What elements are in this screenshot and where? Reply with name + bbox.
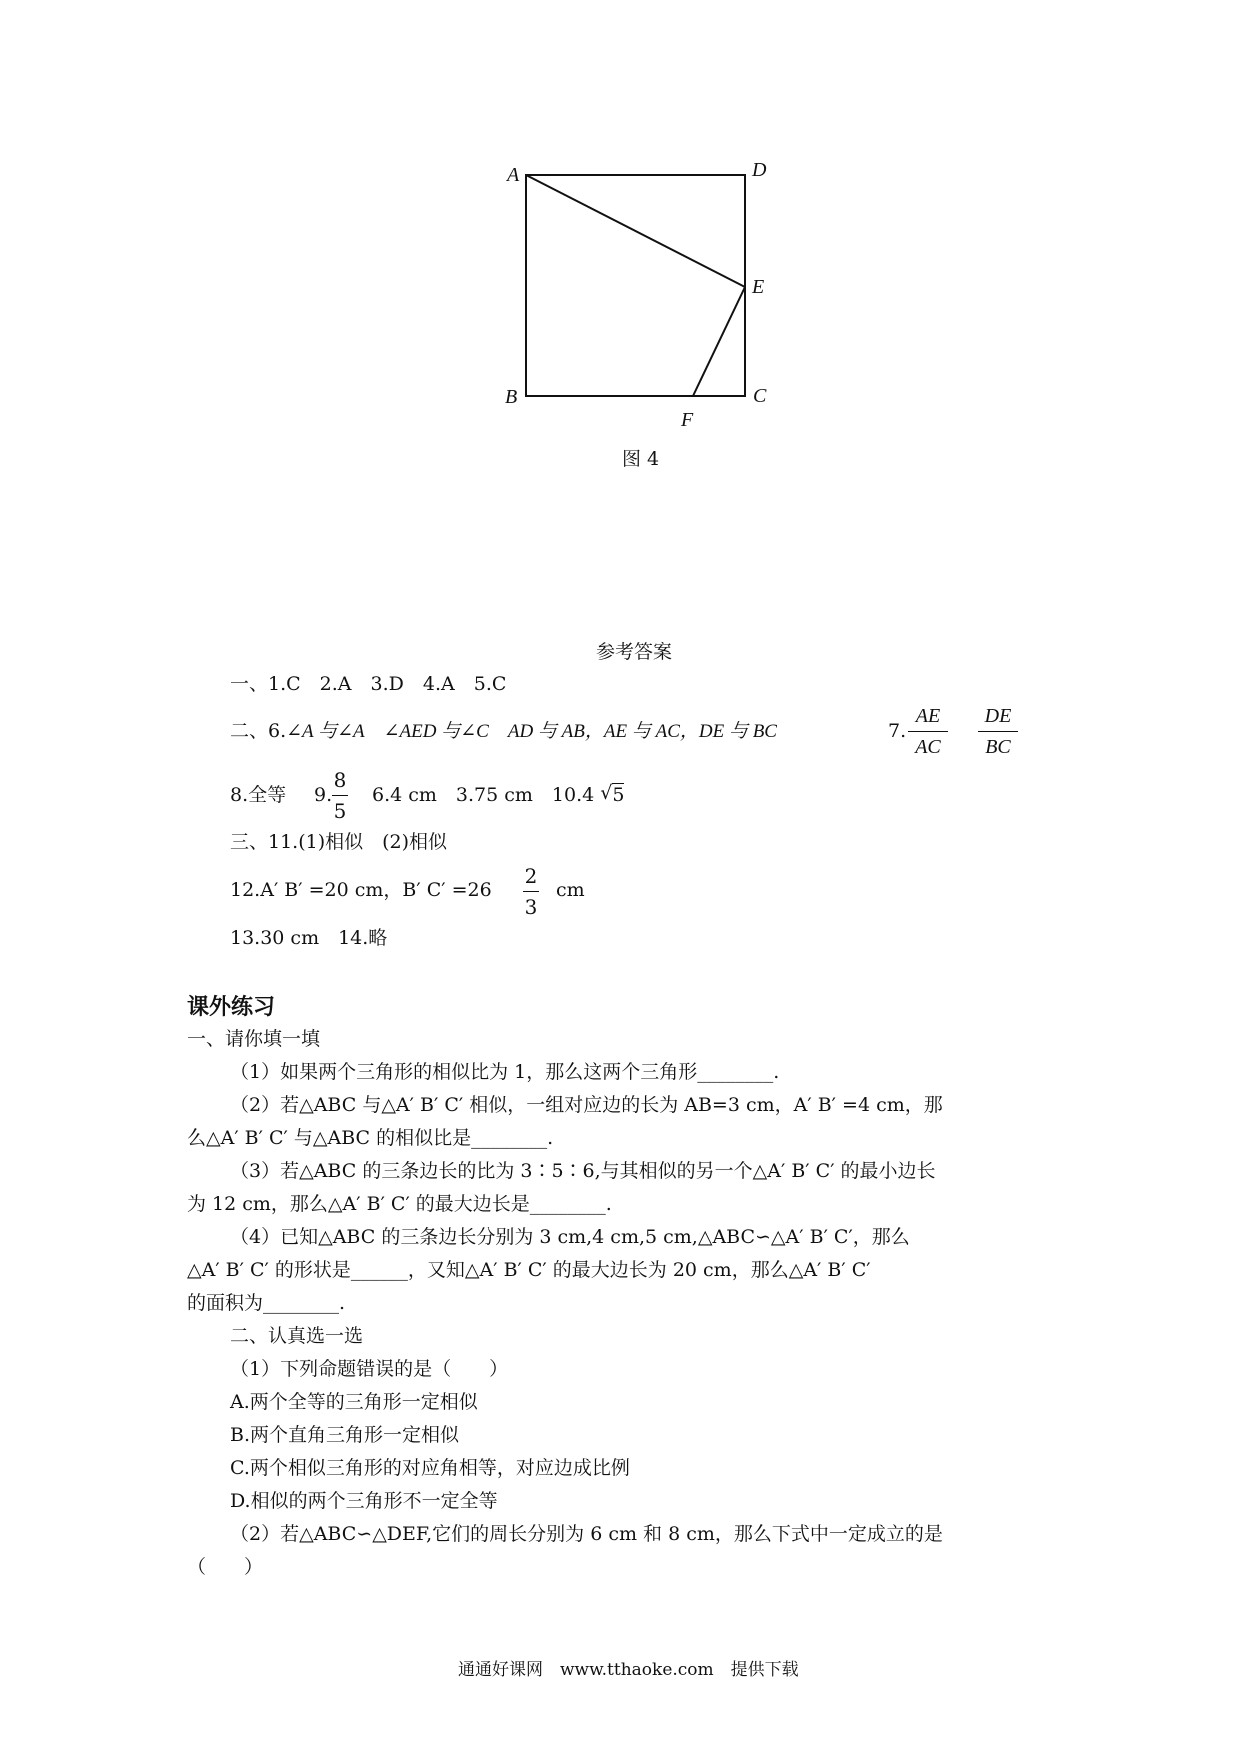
option-a: A.两个全等的三角形一定相似: [230, 1391, 478, 1413]
part-2-question-2-line-2: （ ）: [187, 1556, 264, 1578]
q7-label: 7.: [888, 720, 907, 742]
part-1-question-4-line-1: （4）已知△ABC 的三条边长分别为 3 cm,4 cm,5 cm,△ABC∽△A′ B′ C′，那么: [230, 1226, 910, 1248]
q6-answer-1: ∠A 与∠A: [286, 721, 365, 742]
q9-q10-answers: [372, 783, 624, 807]
q7-frac1-numerator: AE: [915, 705, 941, 727]
part-2-question-2-line-1: （2）若△ABC∽△DEF,它们的周长分别为 6 cm 和 8 cm，那么下式中一定成立的是: [230, 1523, 943, 1545]
part-1-question-4-line-2: △A′ B′ C′ 的形状是______，又知△A′ B′ C′ 的最大边长为 20 cm，那么△A′ B′ C′: [187, 1259, 871, 1281]
q13-q14-answers: 13.30 cm 14.略: [230, 927, 388, 949]
part-1-question-1: （1）如果两个三角形的相似比为 1，那么这两个三角形________.: [230, 1061, 780, 1083]
q7-frac1-denominator: AC: [915, 736, 941, 759]
answers-section-3: 三、11.(1)相似 (2)相似: [230, 831, 448, 853]
q7-frac2-numerator: DE: [984, 705, 1012, 727]
page-footer: 通通好课网 www.tthaoke.com 提供下载: [458, 1660, 799, 1680]
part-1-question-2-line-1: （2）若△ABC 与△A′ B′ C′ 相似，一组对应边的长为 AB=3 cm，A′ B′ =4 cm，那: [230, 1094, 943, 1116]
q12-answer: 12.A′ B′ =20 cm，B′ C′ =26: [230, 879, 492, 901]
point-label-d: D: [752, 159, 767, 181]
q6-answer-2: ∠AED 与∠C: [383, 721, 489, 742]
part-1-question-4-line-3: 的面积为________.: [187, 1292, 346, 1314]
q7-fraction-de-bc: [978, 704, 1018, 759]
q9-frac-numerator: 8: [333, 768, 347, 792]
part-1-title: 一、请你填一填: [187, 1028, 321, 1050]
part-2-question-1: （1）下列命题错误的是（ ）: [230, 1358, 509, 1380]
segment-ae: [526, 175, 745, 287]
q12-frac-denominator: 3: [524, 895, 538, 920]
q12-unit: cm: [556, 879, 585, 901]
point-label-e: E: [752, 276, 765, 298]
sqrt-symbol: √: [600, 782, 613, 804]
q9-fraction: [332, 768, 348, 823]
q7-fraction-ae-ac: [908, 704, 948, 759]
part-2-title: 二、认真选一选: [230, 1325, 364, 1347]
q9-frac-denominator: 5: [333, 799, 347, 824]
part-1-question-3-line-1: （3）若△ABC 的三条边长的比为 3∶5∶6,与其相似的另一个△A′ B′ C′ 的最小边长: [230, 1160, 936, 1182]
point-label-c: C: [753, 385, 767, 407]
part-1-question-2-line-2: 么△A′ B′ C′ 与△ABC 的相似比是________.: [187, 1127, 554, 1149]
point-label-f: F: [681, 409, 694, 431]
segment-ef: [693, 287, 745, 396]
point-label-a: A: [507, 164, 520, 186]
q9-label: 9.: [314, 784, 333, 806]
figure-4-square-diagram: [495, 155, 795, 445]
square-abcd: [526, 175, 745, 396]
section-2-prefix: 二、6.: [230, 720, 287, 742]
part-1-question-3-line-2: 为 12 cm，那么△A′ B′ C′ 的最大边长是________.: [187, 1193, 612, 1215]
point-label-b: B: [505, 386, 518, 408]
answers-title: 参考答案: [596, 641, 673, 663]
figure-caption: 图 4: [622, 448, 660, 470]
option-d: D.相似的两个三角形不一定全等: [230, 1490, 498, 1512]
q6-answer-3: AD 与 AB，AE 与 AC，DE 与 BC: [507, 721, 777, 742]
q8-answer: 8.全等: [230, 784, 287, 806]
answers-section-1: 一、1.C 2.A 3.D 4.A 5.C: [230, 673, 507, 695]
q12-frac-numerator: 2: [524, 864, 538, 888]
sqrt-radicand: 5: [612, 784, 625, 806]
exercises-title: 课外练习: [187, 995, 276, 1020]
option-c: C.两个相似三角形的对应角相等，对应边成比例: [230, 1457, 630, 1479]
answers-section-2: [230, 719, 777, 744]
option-b: B.两个直角三角形一定相似: [230, 1424, 460, 1446]
q9-q10-values: 6.4 cm 3.75 cm 10.4: [372, 784, 595, 806]
q12-fraction: [523, 864, 539, 919]
q7-frac2-denominator: BC: [985, 736, 1011, 759]
